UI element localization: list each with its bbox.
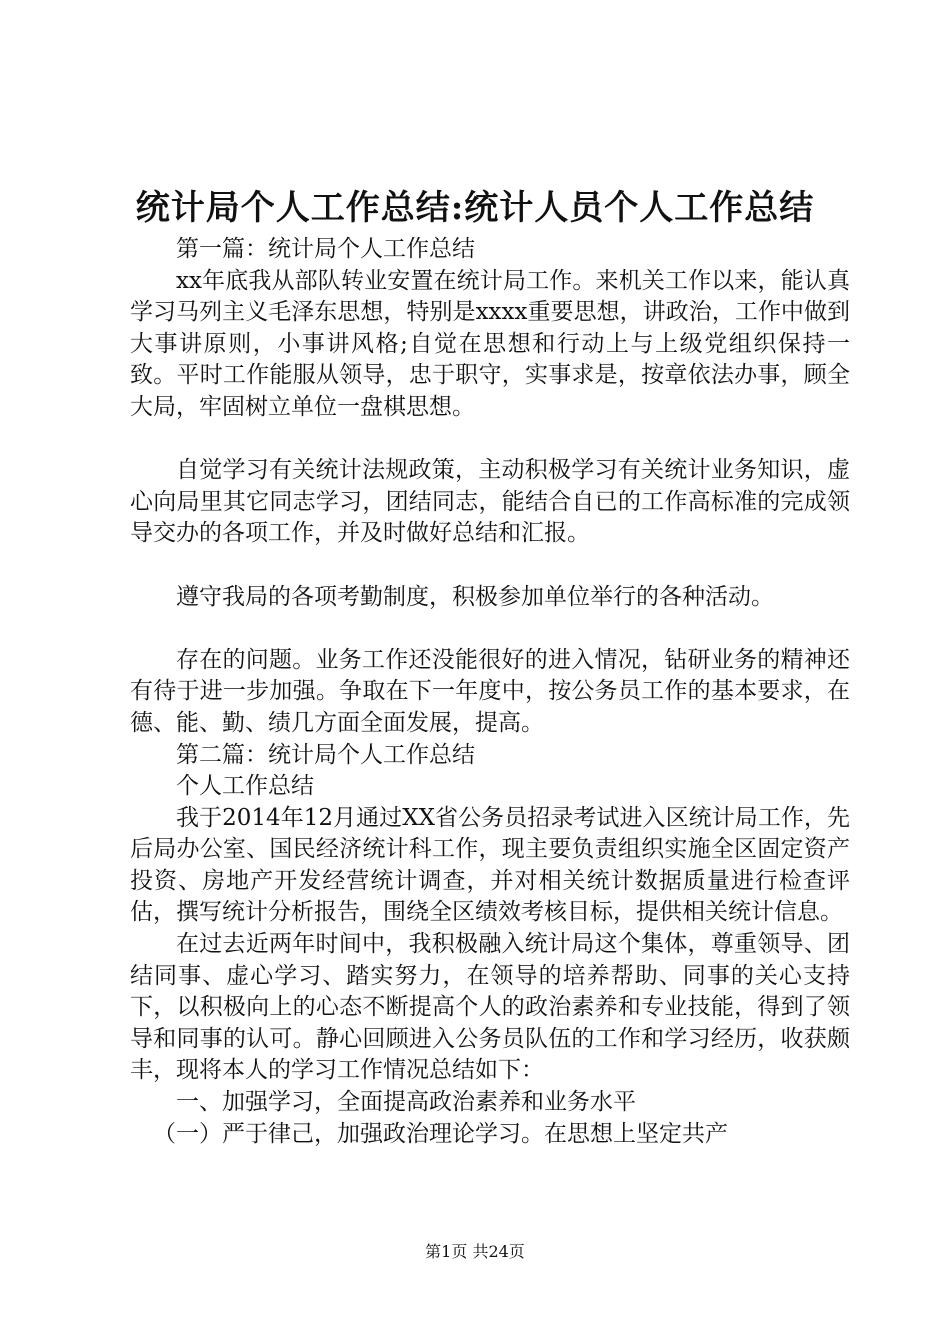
document-title: 统计局个人工作总结:统计人员个人工作总结 [135,188,815,228]
document-body [130,234,850,1150]
numbered-subheading: （一）严于律己，加强政治理论学习。在思想上坚定共产 [153,1120,728,1147]
page-footer: 第1页 共24页 [425,1242,525,1261]
paragraph: 在过去近两年时间中，我积极融入统计局这个集体，尊重领导、团结同事、虚心学习、踏实努力，在领导的培养帮助、同事的关心支持下，以积极向上的心态不断提高个人的政治素养和专业技能，得到了领导和同事的认可。静心回顾进入公务员队伍的工作和学习经历，收获颇丰，现将本人的学习工作情况总结如下： [130,931,850,1084]
numbered-heading: 一、加强学习，全面提高政治素养和业务水平 [176,1089,636,1116]
paragraph: 自觉学习有关统计法规政策，主动积极学习有关统计业务知识，虚心向局里其它同志学习，团结同志，能结合自已的工作高标准的完成领导交办的各项工作，并及时做好总结和汇报。 [130,457,850,547]
section-heading-1: 第一篇：统计局个人工作总结 [176,236,475,262]
subheading: 个人工作总结 [176,773,314,800]
section-heading-2: 第二篇：统计局个人工作总结 [176,741,475,768]
paragraph: 遵守我局的各项考勤制度，积极参加单位举行的各种活动。 [176,583,774,610]
paragraph: 存在的问题。业务工作还没能很好的进入情况，钻研业务的精神还有待于进一步加强。争取在下一年度中，按公务员工作的基本要求，在德、能、勤、绩几方面全面发展，提高。 [130,646,850,736]
paragraph: 我于2014年12月通过XX省公务员招录考试进入区统计局工作，先后局办公室、国民经济统计科工作，现主要负责组织实施全区固定资产投资、房地产开发经营统计调查，并对相关统计数据质量进行检查评估，撰写统计分析报告，围绕全区绩效考核目标，提供相关统计信息。 [130,804,850,926]
paragraph: xx年底我从部队转业安置在统计局工作。来机关工作以来，能认真学习马列主义毛泽东思想，特别是xxxx重要思想，讲政治，工作中做到大事讲原则，小事讲风格;自觉在思想和行动上与上级党组织保持一致。平时工作能服从领导，忠于职守，实事求是，按章依法办事，顾全大局，牢固树立单位一盘棋思想。 [130,267,850,420]
